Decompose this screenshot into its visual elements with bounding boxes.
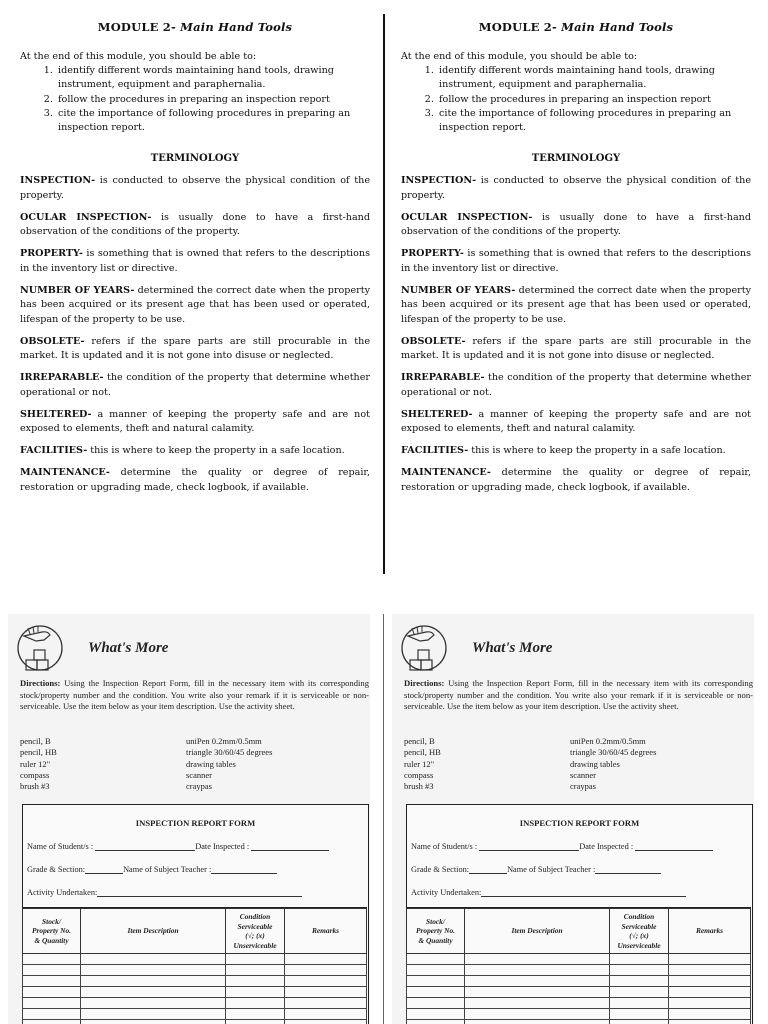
term-entry [401, 444, 751, 459]
term-entry [401, 247, 751, 276]
table-row [407, 954, 751, 965]
hand-with-blocks-icon [400, 622, 458, 678]
list-item: uniPen 0.2mm/0.5mm [186, 736, 262, 746]
module-intro: At the end of this module, you should be able to: [401, 51, 638, 62]
term-entry [401, 335, 751, 364]
term-name: FACILITIES- [20, 445, 88, 457]
objective-item: 3. cite the importance of following procedures in preparing an inspection report. [437, 107, 751, 136]
table-cell[interactable] [465, 976, 610, 987]
table-cell[interactable] [669, 987, 751, 998]
col-condition-line: Condition [239, 912, 271, 921]
list-item: pencil, B [20, 736, 51, 746]
module-title-prefix: MODULE 2- [478, 20, 557, 34]
table-cell[interactable] [610, 998, 669, 1009]
col-stock-header [407, 909, 465, 954]
table-cell[interactable] [285, 987, 367, 998]
table-cell[interactable] [23, 1009, 81, 1020]
list-item: pencil, B [404, 736, 435, 746]
table-cell[interactable] [226, 976, 285, 987]
term-name: FACILITIES- [401, 445, 469, 457]
term-definition: determined the correct date when the property has been acquired or its present age that has been used or operated, lifespan of the property to be use. [401, 284, 751, 325]
col-condition-line: Serviceable [237, 921, 273, 931]
terms-list [20, 174, 370, 495]
term-definition: refers if the spare parts are still procurable in the market. It is updated and it is not gone into disuse or neglected. [20, 335, 370, 362]
table-cell[interactable] [23, 965, 81, 976]
term-entry [20, 211, 370, 240]
term-name: OCULAR INSPECTION- [401, 211, 533, 223]
list-item: scanner [186, 769, 212, 780]
grade-field[interactable] [469, 864, 507, 874]
table-row [407, 1020, 751, 1024]
term-definition: is usually done to have a first-hand observation of the conditions of the property. [20, 211, 370, 238]
table-cell[interactable] [610, 1020, 669, 1024]
activity-field[interactable] [97, 887, 302, 897]
whats-more-title: What's More [88, 640, 169, 656]
terminology-heading: TERMINOLOGY [150, 153, 240, 165]
term-name: IRREPARABLE- [401, 372, 485, 384]
item-list-right [186, 736, 272, 792]
table-cell[interactable] [669, 1009, 751, 1020]
table-cell[interactable] [226, 954, 285, 965]
term-definition: is something that is owned that refers to the descriptions in the inventory list or directive. [20, 248, 370, 274]
term-definition: is usually done to have a first-hand observation of the conditions of the property. [401, 211, 751, 238]
directions-body: Using the Inspection Report Form, fill in the necessary item with its corresponding stock/property number and the condition. You write also your remark if it is serviceable or non-serviceable. Use the item below as your item description. Use the activity sheet. [404, 678, 753, 711]
table-cell[interactable] [81, 954, 226, 965]
term-entry [20, 174, 370, 203]
col-condition-line: Unserviceable [617, 940, 661, 950]
col-item-header: Item Description [465, 909, 610, 954]
hand-with-blocks-icon [16, 622, 74, 678]
col-condition-line: Condition [623, 912, 655, 921]
directions-text [404, 678, 753, 713]
term-entry [20, 466, 370, 495]
table-cell[interactable] [407, 1009, 465, 1020]
col-condition-header [610, 909, 669, 954]
table-cell[interactable] [610, 965, 669, 976]
col-condition-line: Unserviceable [233, 940, 277, 950]
col-item-header: Item Description [81, 909, 226, 954]
term-definition: determine the quality or degree of repair, restoration or upgrading made, check logbook, if available. [20, 467, 370, 493]
module-title [20, 20, 370, 34]
list-item: triangle 30/60/45 degrees [186, 747, 273, 758]
table-cell[interactable] [226, 998, 285, 1009]
table-cell[interactable] [81, 965, 226, 976]
directions-body: Using the Inspection Report Form, fill in the necessary item with its corresponding stock/property number and the condition. You write also your remark if it is serviceable or non-serviceable. Use the item below as your item description. Use the activity sheet. [20, 678, 369, 711]
term-name: OBSOLETE- [401, 335, 466, 347]
list-item: triangle 30/60/45 degrees [570, 747, 657, 758]
col-stock-header [23, 909, 81, 954]
list-item: craypas [186, 781, 212, 792]
list-item: pencil, HB [404, 747, 441, 758]
objectives-list [20, 64, 370, 135]
table-row [23, 954, 367, 965]
objective-item: 3. cite the importance of following procedures in preparing an inspection report. [56, 107, 370, 136]
table-cell[interactable] [226, 987, 285, 998]
col-stock-line: Stock/ [426, 916, 445, 926]
table-row [23, 965, 367, 976]
activity-line [27, 887, 302, 897]
student-field[interactable] [479, 841, 579, 851]
objective-item: 2. follow the procedures in preparing an inspection report [437, 93, 751, 107]
col-condition-line: (√; (x) [629, 931, 649, 940]
objective-item: 1. identify different words maintaining hand tools, drawing instrument, equipment and paraphernalia. [437, 64, 751, 93]
term-name: SHELTERED- [401, 408, 473, 420]
grade-teacher-line [411, 864, 661, 874]
table-cell[interactable] [407, 965, 465, 976]
term-name: NUMBER OF YEARS- [20, 284, 135, 296]
list-item: brush #3 [404, 781, 434, 792]
table-cell[interactable] [81, 976, 226, 987]
table-cell[interactable] [465, 954, 610, 965]
table-cell[interactable] [285, 954, 367, 965]
date-label: Date Inspected : [195, 842, 250, 851]
term-name: SHELTERED- [20, 408, 92, 420]
whats-more-title: What's More [472, 640, 553, 656]
term-definition: determine the quality or degree of repair, restoration or upgrading made, check logbook, if available. [401, 467, 751, 493]
table-cell[interactable] [669, 954, 751, 965]
col-stock-line: & Quantity [34, 935, 69, 945]
table-cell[interactable] [226, 1009, 285, 1020]
activity-field[interactable] [481, 887, 686, 897]
term-name: MAINTENANCE- [401, 467, 491, 479]
grade-teacher-line [27, 864, 277, 874]
table-cell[interactable] [610, 1009, 669, 1020]
table-cell[interactable] [81, 998, 226, 1009]
term-entry [401, 408, 751, 437]
term-entry [20, 335, 370, 364]
col-remarks-header: Remarks [669, 909, 751, 954]
column-divider-top [383, 14, 385, 574]
inspection-table [22, 907, 367, 1024]
term-definition: a manner of keeping the property safe and are not exposed to elements, theft and natural calamity. [20, 408, 370, 435]
col-condition-line: Serviceable [621, 921, 657, 931]
teacher-field[interactable] [595, 864, 661, 874]
objectives-list [401, 64, 751, 135]
list-item: compass [20, 769, 50, 780]
table-header-row [23, 909, 367, 954]
col-condition-line: (√; (x) [245, 931, 265, 940]
date-field[interactable] [251, 841, 329, 851]
inspection-table [406, 907, 751, 1024]
table-cell[interactable] [465, 998, 610, 1009]
term-name: OCULAR INSPECTION- [20, 211, 152, 223]
column-divider-bottom [383, 614, 384, 1024]
table-cell[interactable] [81, 1009, 226, 1020]
table-cell[interactable] [669, 965, 751, 976]
term-definition: is conducted to observe the physical condition of the property. [20, 175, 370, 201]
activity-label: Activity Undertaken: [411, 888, 482, 897]
table-cell[interactable] [81, 1020, 226, 1024]
term-definition: determined the correct date when the property has been acquired or its present age that has been used or operated, lifespan of the property to be use. [20, 284, 370, 325]
list-item: scanner [570, 769, 596, 780]
table-cell[interactable] [285, 998, 367, 1009]
table-cell[interactable] [610, 976, 669, 987]
form-title: INSPECTION REPORT FORM [135, 818, 256, 828]
directions-label: Directions: [404, 678, 445, 688]
table-header-row [407, 909, 751, 954]
date-label: Date Inspected : [579, 842, 634, 851]
module-title-italic: Main Hand Tools [561, 20, 674, 34]
term-entry [401, 174, 751, 203]
module-intro: At the end of this module, you should be able to: [20, 51, 257, 62]
table-cell[interactable] [23, 954, 81, 965]
table-row [407, 987, 751, 998]
teacher-label: Name of Subject Teacher : [507, 865, 596, 874]
whats-more-panel-left [8, 614, 370, 1024]
col-stock-line: Property No. [32, 926, 71, 936]
grade-label: Grade & Section: [411, 865, 470, 874]
module-column-right [401, 0, 751, 503]
term-entry [401, 371, 751, 400]
term-name: MAINTENANCE- [20, 467, 110, 479]
student-date-line [411, 841, 713, 851]
table-cell[interactable] [669, 998, 751, 1009]
col-stock-line: & Quantity [418, 935, 453, 945]
col-condition-header [226, 909, 285, 954]
module-title-italic: Main Hand Tools [180, 20, 293, 34]
term-entry [401, 211, 751, 240]
table-row [23, 1009, 367, 1020]
item-list-left [404, 736, 441, 792]
teacher-field[interactable] [211, 864, 277, 874]
terms-list [401, 174, 751, 495]
table-cell[interactable] [285, 965, 367, 976]
term-definition: is conducted to observe the physical condition of the property. [401, 175, 751, 201]
table-row [23, 987, 367, 998]
list-item: drawing tables [186, 758, 236, 769]
module-title-prefix: MODULE 2- [97, 20, 176, 34]
student-date-line [27, 841, 329, 851]
student-label: Name of Student/s : [411, 842, 478, 851]
table-cell[interactable] [23, 987, 81, 998]
term-definition: refers if the spare parts are still procurable in the market. It is updated and it is not gone into disuse or neglected. [401, 335, 751, 362]
activity-label: Activity Undertaken: [27, 888, 98, 897]
table-row [407, 1009, 751, 1020]
objective-item: 1. identify different words maintaining hand tools, drawing instrument, equipment and paraphernalia. [56, 64, 370, 93]
list-item: compass [404, 769, 434, 780]
col-stock-line: Property No. [416, 926, 455, 936]
module-title [401, 20, 751, 34]
date-field[interactable] [635, 841, 713, 851]
term-name: PROPERTY- [20, 248, 83, 260]
list-item: uniPen 0.2mm/0.5mm [570, 736, 646, 746]
term-name: IRREPARABLE- [20, 372, 104, 384]
table-row [407, 976, 751, 987]
table-cell[interactable] [465, 987, 610, 998]
table-cell[interactable] [81, 987, 226, 998]
table-cell[interactable] [669, 1020, 751, 1024]
table-cell[interactable] [285, 1009, 367, 1020]
item-list-left [20, 736, 57, 792]
list-item: craypas [570, 781, 596, 792]
table-cell[interactable] [407, 954, 465, 965]
list-item: drawing tables [570, 758, 620, 769]
term-definition: a manner of keeping the property safe and are not exposed to elements, theft and natural calamity. [401, 408, 751, 435]
student-field[interactable] [95, 841, 195, 851]
list-item: ruler 12" [20, 758, 51, 769]
student-label: Name of Student/s : [27, 842, 94, 851]
term-definition: the condition of the property that determine whether operational or not. [20, 372, 370, 398]
directions-text [20, 678, 369, 713]
table-cell[interactable] [610, 954, 669, 965]
table-cell[interactable] [23, 1020, 81, 1024]
table-cell[interactable] [23, 976, 81, 987]
table-cell[interactable] [669, 976, 751, 987]
term-name: INSPECTION- [401, 175, 477, 187]
table-cell[interactable] [407, 998, 465, 1009]
directions-label: Directions: [20, 678, 61, 688]
inspection-report-form [22, 804, 369, 1024]
term-name: INSPECTION- [20, 175, 96, 187]
grade-field[interactable] [85, 864, 123, 874]
table-cell[interactable] [407, 1020, 465, 1024]
table-cell[interactable] [465, 965, 610, 976]
term-entry [401, 284, 751, 328]
table-cell[interactable] [465, 1020, 610, 1024]
table-row [23, 1020, 367, 1024]
table-row [407, 998, 751, 1009]
col-remarks-header: Remarks [285, 909, 367, 954]
term-entry [20, 408, 370, 437]
list-item: brush #3 [20, 781, 50, 792]
term-definition: is something that is owned that refers to the descriptions in the inventory list or directive. [401, 248, 751, 274]
table-cell[interactable] [226, 965, 285, 976]
term-entry [20, 247, 370, 276]
term-name: OBSOLETE- [20, 335, 85, 347]
whats-more-panel-right [392, 614, 754, 1024]
term-definition: the condition of the property that determine whether operational or not. [401, 372, 751, 398]
table-cell[interactable] [407, 987, 465, 998]
term-name: NUMBER OF YEARS- [401, 284, 516, 296]
list-item: pencil, HB [20, 747, 57, 758]
module-column-left [20, 0, 370, 503]
table-cell[interactable] [226, 1020, 285, 1024]
grade-label: Grade & Section: [27, 865, 86, 874]
table-cell[interactable] [610, 987, 669, 998]
table-cell[interactable] [407, 976, 465, 987]
table-row [23, 998, 367, 1009]
item-list-right [570, 736, 656, 792]
table-cell[interactable] [465, 1009, 610, 1020]
table-row [407, 965, 751, 976]
objective-item: 2. follow the procedures in preparing an inspection report [56, 93, 370, 107]
term-entry [20, 284, 370, 328]
table-cell[interactable] [285, 1020, 367, 1024]
col-stock-line: Stock/ [42, 916, 61, 926]
term-entry [20, 444, 370, 459]
terminology-heading: TERMINOLOGY [531, 153, 621, 165]
table-cell[interactable] [23, 998, 81, 1009]
term-definition: this is where to keep the property in a safe location. [468, 445, 726, 457]
term-entry [20, 371, 370, 400]
term-entry [401, 466, 751, 495]
table-cell[interactable] [285, 976, 367, 987]
table-row [23, 976, 367, 987]
term-name: PROPERTY- [401, 248, 464, 260]
term-definition: this is where to keep the property in a safe location. [87, 445, 345, 457]
activity-line [411, 887, 686, 897]
list-item: ruler 12" [404, 758, 435, 769]
teacher-label: Name of Subject Teacher : [123, 865, 212, 874]
inspection-report-form [406, 804, 753, 1024]
form-title: INSPECTION REPORT FORM [519, 818, 640, 828]
